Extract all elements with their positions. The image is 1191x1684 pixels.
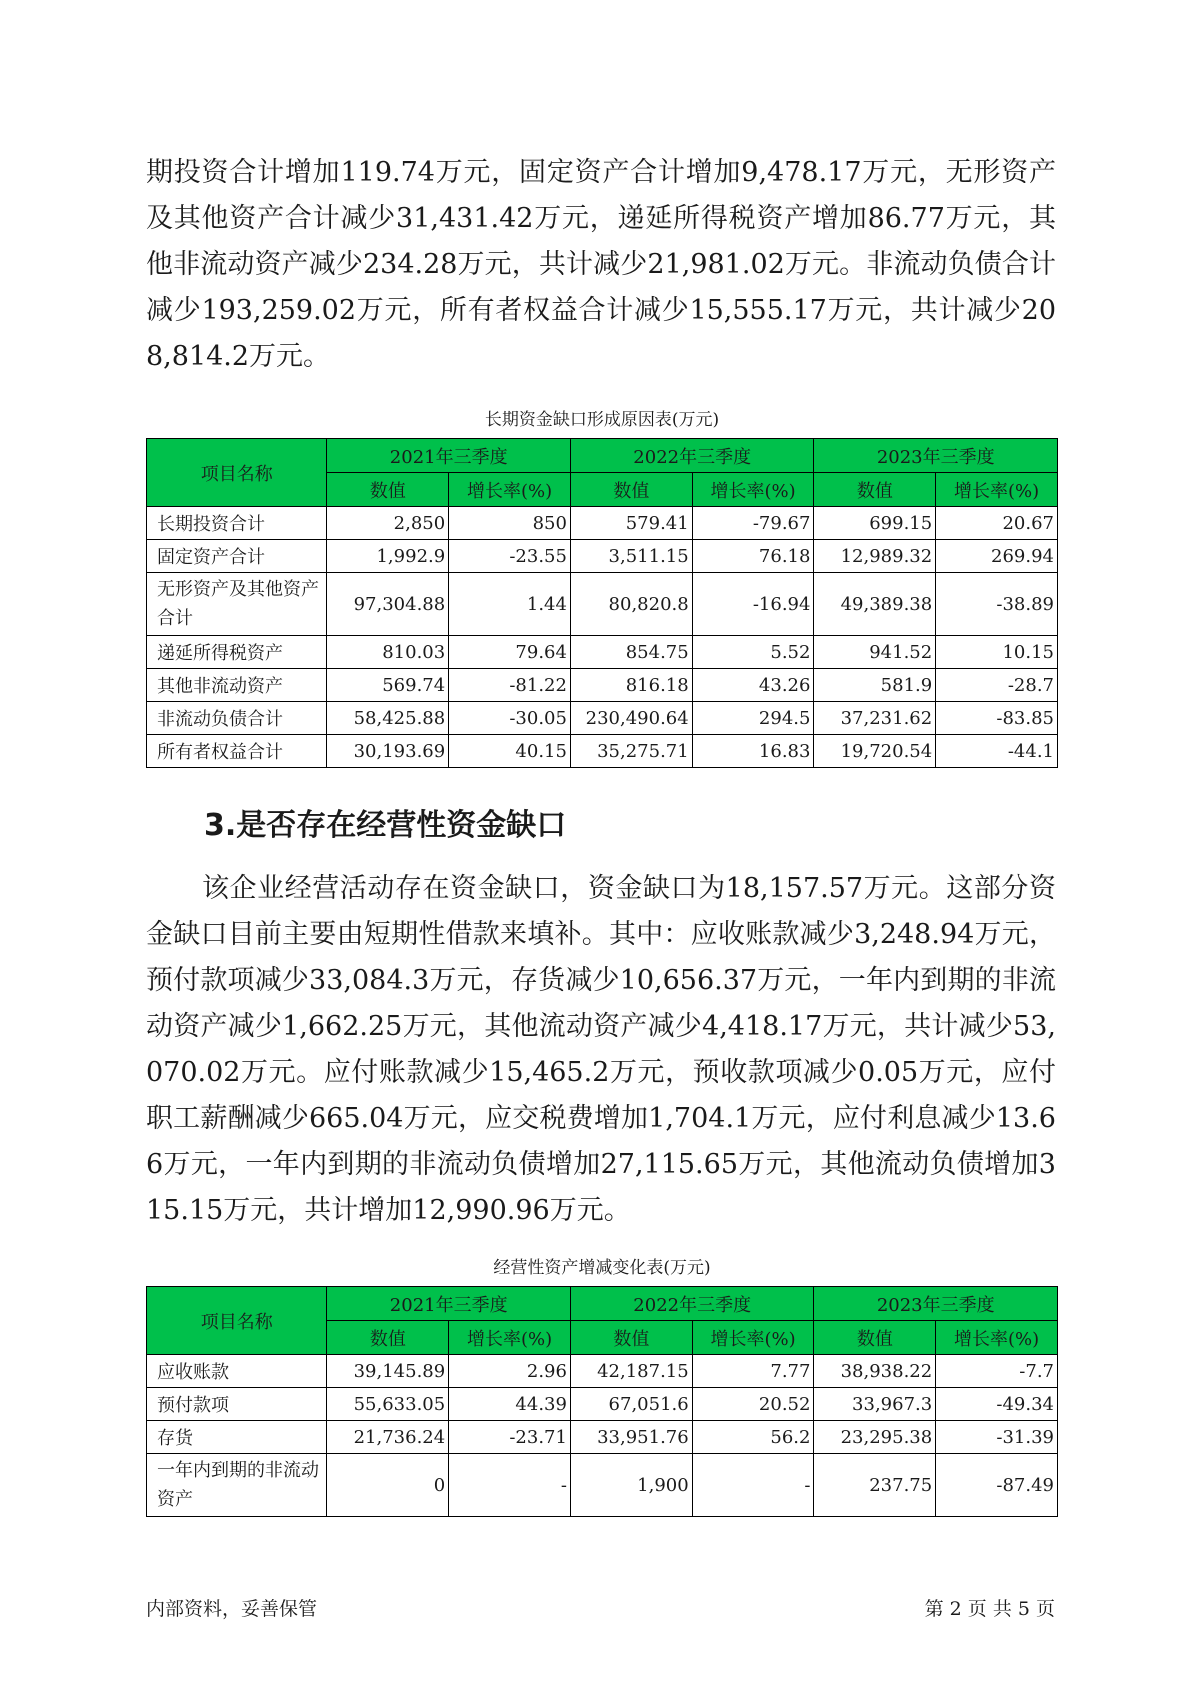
table-caption: 长期资金缺口形成原因表(万元) <box>484 410 720 430</box>
value-cell: 58,425.88 <box>327 702 449 735</box>
value-header: 数值 <box>814 1321 936 1355</box>
growth-rate-cell: 10.15 <box>936 636 1058 669</box>
row-label: 一年内到期的非流动资产 <box>147 1454 327 1517</box>
value-cell: 33,951.76 <box>570 1421 692 1454</box>
growth-rate-header: 增长率(%) <box>692 1321 814 1355</box>
value-cell: 23,295.38 <box>814 1421 936 1454</box>
growth-rate-cell: 2.96 <box>449 1355 571 1388</box>
row-label: 应收账款 <box>147 1355 327 1388</box>
value-cell: 30,193.69 <box>327 735 449 768</box>
table-row <box>147 1388 1058 1421</box>
growth-rate-cell: 850 <box>449 507 571 540</box>
column-header-item-name: 项目名称 <box>147 439 327 507</box>
value-cell: 42,187.15 <box>570 1355 692 1388</box>
value-cell: 810.03 <box>327 636 449 669</box>
growth-rate-cell: 79.64 <box>449 636 571 669</box>
table-row <box>147 573 1058 636</box>
footer-confidential-note: 内部资料，妥善保管 <box>146 1598 318 1620</box>
period-header: 2023年三季度 <box>814 1287 1058 1321</box>
growth-rate-cell: 1.44 <box>449 573 571 636</box>
row-label: 非流动负债合计 <box>147 702 327 735</box>
row-label: 长期投资合计 <box>147 507 327 540</box>
growth-rate-cell: -30.05 <box>449 702 571 735</box>
growth-rate-header: 增长率(%) <box>692 473 814 507</box>
value-cell: 12,989.32 <box>814 540 936 573</box>
value-cell: 941.52 <box>814 636 936 669</box>
value-cell: 67,051.6 <box>570 1388 692 1421</box>
row-label: 存货 <box>147 1421 327 1454</box>
growth-rate-header: 增长率(%) <box>936 1321 1058 1355</box>
row-label: 无形资产及其他资产合计 <box>147 573 327 636</box>
growth-rate-cell: -79.67 <box>692 507 814 540</box>
value-cell: 816.18 <box>570 669 692 702</box>
table-row <box>147 636 1058 669</box>
growth-rate-cell: 76.18 <box>692 540 814 573</box>
value-cell: 38,938.22 <box>814 1355 936 1388</box>
growth-rate-header: 增长率(%) <box>449 1321 571 1355</box>
period-header: 2021年三季度 <box>327 439 571 473</box>
value-cell: 854.75 <box>570 636 692 669</box>
growth-rate-cell: 43.26 <box>692 669 814 702</box>
growth-rate-cell: 20.52 <box>692 1388 814 1421</box>
growth-rate-cell: -23.71 <box>449 1421 571 1454</box>
growth-rate-cell: -81.22 <box>449 669 571 702</box>
table-row <box>147 540 1058 573</box>
section-heading: 3.是否存在经营性资金缺口 <box>204 808 567 843</box>
value-cell: 0 <box>327 1454 449 1517</box>
value-cell: 581.9 <box>814 669 936 702</box>
value-cell: 1,992.9 <box>327 540 449 573</box>
growth-rate-header: 增长率(%) <box>449 473 571 507</box>
period-header: 2023年三季度 <box>814 439 1058 473</box>
row-label: 递延所得税资产 <box>147 636 327 669</box>
period-header: 2022年三季度 <box>570 1287 814 1321</box>
row-label: 所有者权益合计 <box>147 735 327 768</box>
growth-rate-cell: -44.1 <box>936 735 1058 768</box>
value-cell: 2,850 <box>327 507 449 540</box>
growth-rate-cell: -38.89 <box>936 573 1058 636</box>
table-row <box>147 669 1058 702</box>
value-header: 数值 <box>570 1321 692 1355</box>
table-row <box>147 1454 1058 1517</box>
value-cell: 33,967.3 <box>814 1388 936 1421</box>
table-row <box>147 1421 1058 1454</box>
value-cell: 35,275.71 <box>570 735 692 768</box>
value-cell: 579.41 <box>570 507 692 540</box>
value-cell: 55,633.05 <box>327 1388 449 1421</box>
row-label: 预付款项 <box>147 1388 327 1421</box>
table-row <box>147 507 1058 540</box>
growth-rate-cell: - <box>449 1454 571 1517</box>
period-header: 2022年三季度 <box>570 439 814 473</box>
growth-rate-cell: -23.55 <box>449 540 571 573</box>
row-label: 固定资产合计 <box>147 540 327 573</box>
value-cell: 699.15 <box>814 507 936 540</box>
column-header-item-name: 项目名称 <box>147 1287 327 1355</box>
growth-rate-cell: - <box>692 1454 814 1517</box>
value-cell: 3,511.15 <box>570 540 692 573</box>
value-cell: 1,900 <box>570 1454 692 1517</box>
table-row <box>147 702 1058 735</box>
value-header: 数值 <box>327 1321 449 1355</box>
value-cell: 39,145.89 <box>327 1355 449 1388</box>
growth-rate-cell: 16.83 <box>692 735 814 768</box>
growth-rate-cell: -16.94 <box>692 573 814 636</box>
growth-rate-cell: -49.34 <box>936 1388 1058 1421</box>
growth-rate-cell: 44.39 <box>449 1388 571 1421</box>
body-paragraph: 该企业经营活动存在资金缺口，资金缺口为18,157.57万元。这部分资金缺口目前主要由短期性借款来填补。其中：应收账款减少3,248.94万元，预付款项减少33,084.3万元，存货减少10,656.37万元，一年内到期的非流动资产减少1,662.25万元，其他流动资产减少4,418.17万元，共计减少53,070.02万元。应付账款减少15,465.2万元，预收款项减少0.05万元，应付职工薪酬减少665.04万元，应交税费增加1,704.1万元，应付利息减少13.66万元，一年内到期的非流动负债增加27,115.65万元，其他流动负债增加315.15万元，共计增加12,990.96万元。 <box>146 873 1056 1226</box>
table-caption: 经营性资产增减变化表(万元) <box>493 1258 711 1278</box>
value-cell: 21,736.24 <box>327 1421 449 1454</box>
table-row <box>147 735 1058 768</box>
growth-rate-cell: 7.77 <box>692 1355 814 1388</box>
growth-rate-cell: 20.67 <box>936 507 1058 540</box>
value-header: 数值 <box>814 473 936 507</box>
growth-rate-cell: -87.49 <box>936 1454 1058 1517</box>
value-cell: 97,304.88 <box>327 573 449 636</box>
growth-rate-header: 增长率(%) <box>936 473 1058 507</box>
growth-rate-cell: 40.15 <box>449 735 571 768</box>
period-header: 2021年三季度 <box>327 1287 571 1321</box>
growth-rate-cell: 269.94 <box>936 540 1058 573</box>
value-cell: 19,720.54 <box>814 735 936 768</box>
value-cell: 230,490.64 <box>570 702 692 735</box>
growth-rate-cell: -31.39 <box>936 1421 1058 1454</box>
table-row <box>147 1355 1058 1388</box>
growth-rate-cell: 294.5 <box>692 702 814 735</box>
growth-rate-cell: 56.2 <box>692 1421 814 1454</box>
row-label: 其他非流动资产 <box>147 669 327 702</box>
value-header: 数值 <box>327 473 449 507</box>
value-cell: 237.75 <box>814 1454 936 1517</box>
footer-page-number: 第 2 页 共 5 页 <box>924 1598 1055 1620</box>
value-cell: 49,389.38 <box>814 573 936 636</box>
growth-rate-cell: -28.7 <box>936 669 1058 702</box>
body-paragraph: 期投资合计增加119.74万元，固定资产合计增加9,478.17万元，无形资产及其他资产合计减少31,431.42万元，递延所得税资产增加86.77万元，其他非流动资产减少234.28万元，共计减少21,981.02万元。非流动负债合计减少193,259.02万元，所有者权益合计减少15,555.17万元，共计减少208,814.2万元。 <box>146 157 1056 372</box>
operating-assets-change-table <box>146 1286 1058 1517</box>
value-cell: 569.74 <box>327 669 449 702</box>
growth-rate-cell: 5.52 <box>692 636 814 669</box>
value-header: 数值 <box>570 473 692 507</box>
growth-rate-cell: -83.85 <box>936 702 1058 735</box>
growth-rate-cell: -7.7 <box>936 1355 1058 1388</box>
value-cell: 37,231.62 <box>814 702 936 735</box>
long-term-funding-gap-table <box>146 438 1058 768</box>
value-cell: 80,820.8 <box>570 573 692 636</box>
